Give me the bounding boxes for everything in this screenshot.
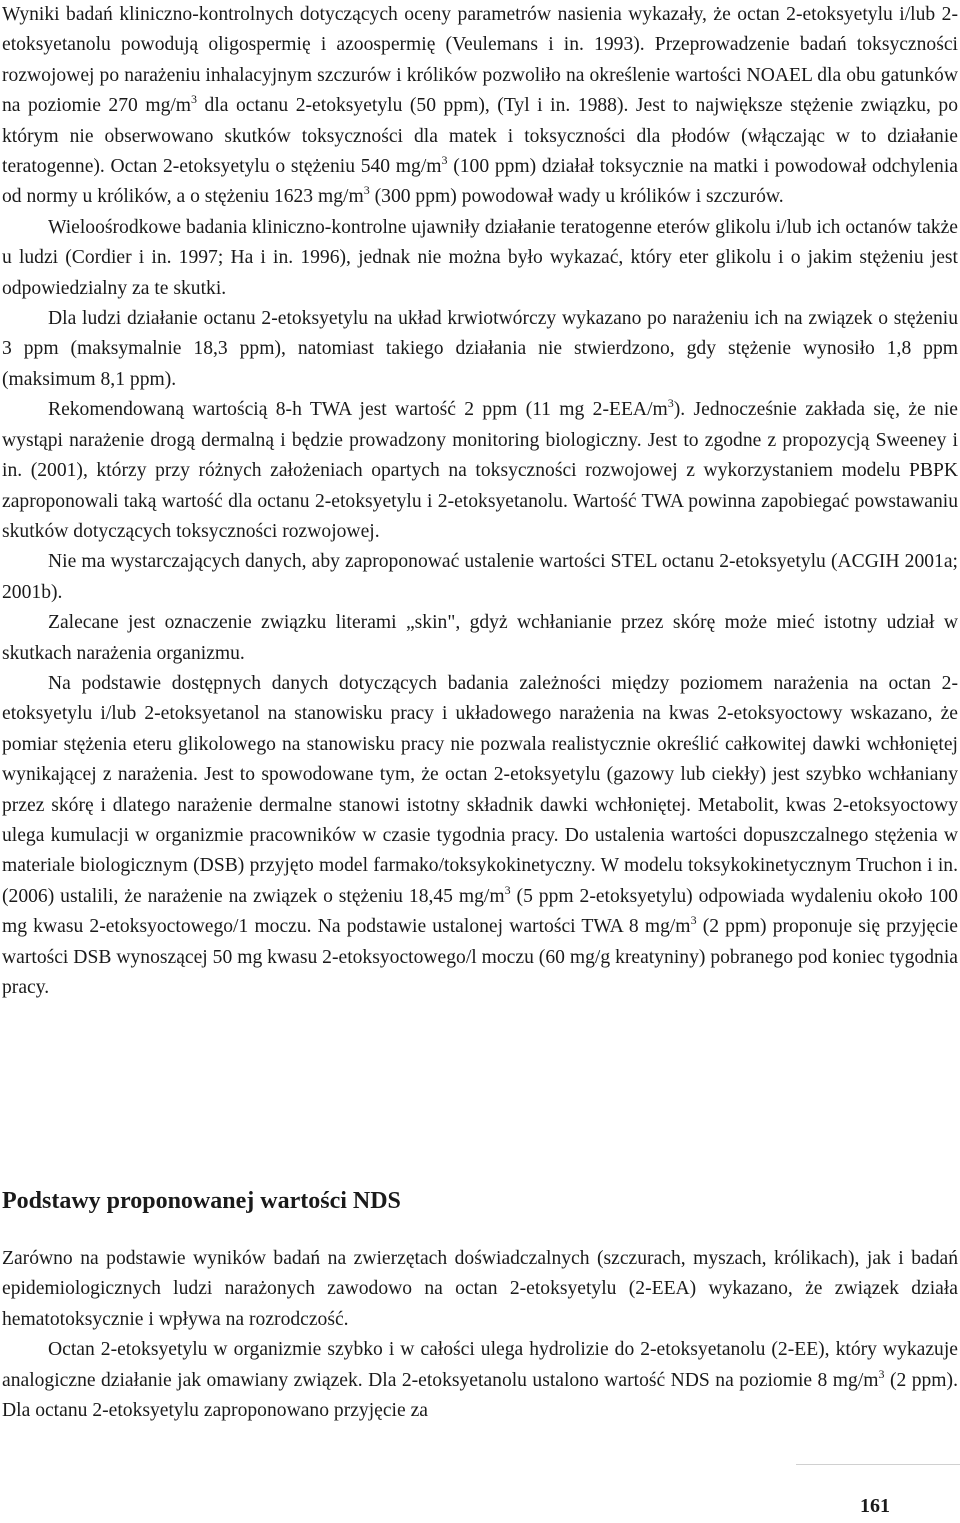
paragraph-basis-summary: Zarówno na podstawie wyników badań na zwierzętach doświadczalnych (szczurach, myszach, królikach), jak i badań epidemiologicznych ludzi narażonych zawodowo na octan 2-etoksyetylu (2-EEA) wykazano, że związek działa hematotoksycznie i wpływa na rozrodczość. xyxy=(2,1248,958,1330)
paragraph-stel: Nie ma wystarczających danych, aby zaproponować ustalenie wartości STEL octanu 2-etoksyetylu (ACGIH 2001a; 2001b). xyxy=(2,551,958,603)
page-number: 161 xyxy=(860,1495,890,1517)
paragraph-hydrolysis: Octan 2-etoksyetylu w organizmie szybko i w całości ulega hydrolizie do 2-etoksyetanolu (2-EE), który wykazuje analogiczne działanie jak omawiany związek. Dla 2-etoksyetanolu ustalono wartość NDS na poziomie 8 $mg/m^3$ (2 ppm). Dla octanu 2-etoksyetylu zaproponowano przyjęcie za xyxy=(2,1339,958,1422)
footer-divider xyxy=(796,1464,960,1465)
paragraph-twa-recommendation: Rekomendowaną wartością 8-h TWA jest wartość 2 ppm (11 mg $2-EEA/m^3$). Jednocześnie zakłada się, że nie wystąpi narażenie drogą dermalną i będzie prowadzony monitoring biologiczny. Jest to zgodne z propozycją Sweeney i in. (2001), którzy przy różnych założeniach opartych na toksyczności rozwojowej z wykorzystaniem modelu PBPK zaproponowali taką wartość dla octanu 2-etoksyetylu i 2-etoksyetanolu. Wartość TWA powinna zapobiegać powstawaniu skutków dotyczących toksyczności rozwojowej. xyxy=(2,396,958,542)
paragraph-hematopoietic-effects: Dla ludzi działanie octanu 2-etoksyetylu na układ krwiotwórczy wykazano po narażeniu ich na związek o stężeniu 3 ppm (maksymalnie 18,3 ppm), natomiast takiego działania nie stwierdzono, gdy stężenie wynosiło 1,8 ppm (maksimum 8,1 ppm). xyxy=(2,308,958,390)
paragraph-dsb: Na podstawie dostępnych danych dotyczących badania zależności między poziomem narażenia na octan 2-etoksyetylu i/lub 2-etoksyetanol na stanowisku pracy i układowego narażenia na kwas 2-etoksyoctowy wskazano, że pomiar stężenia eteru glikolowego na stanowisku pracy nie pozwala realistycznie określić całkowitej dawki wchłoniętej wynikającej z narażenia. Jest to spowodowane tym, że octan 2-etoksyetylu (gazowy lub ciekły) jest szybko wchłaniany przez skórę i dlatego narażenie dermalne stanowi istotny składnik dawki wchłoniętej. Metabolit, kwas 2-etoksyoctowy ulega kumulacji w organizmie pracowników w czasie tygodnia pracy. Do ustalenia wartości dopuszczalnego stężenia w materiale biologicznym (DSB) przyjęto model farmako/toksykokinetyczny. W modelu toksykokinetycznym Truchon i in. (2006) ustalili, że narażenie na związek o stężeniu 18,45 $mg/m^3$ (5 ppm 2-etoksyetylu) odpowiada wydaleniu około 100 mg kwasu 2-etoksyoctowego/1 moczu. Na podstawie ustalonej wartości TWA 8 $mg/m^3$ (2 ppm) proponuje się przyjęcie wartości DSB wynoszącej 50 mg kwasu 2-etoksyoctowego/l moczu (60 mg/g kreatyniny) pobranego pod koniec tygodnia pracy. xyxy=(2,672,958,998)
paragraph-seminal-studies: Wyniki badań kliniczno-kontrolnych dotyczących oceny parametrów nasienia wykazały, że octan 2-etoksyetylu i/lub 2-etoksyetanolu powodują oligospermię i azoospermię (Veulemans i in. 1993). Przeprowadzenie badań toksyczności rozwojowej po narażeniu inhalacyjnym szczurów i królików pozwoliło na określenie wartości NOAEL dla obu gatunków na poziomie 270 $mg/m^3$ dla octanu 2-etoksyetylu (50 ppm), (Tyl i in. 1988). Jest to największe stężenie związku, po którym nie obserwowano skutków toksyczności dla matek i toksyczności dla płodów (włączając w to działanie teratogenne). Octan 2-etoksyetylu o stężeniu 540 $mg/m^3$ (100 ppm) działał toksycznie na matki i powodował odchylenia od normy u królików, a o stężeniu 1623 $mg/m^3$ (300 ppm) powodował wady u królików i szczurów. xyxy=(2,4,958,208)
section-body xyxy=(2,1244,958,1426)
section-heading: Podstawy proponowanej wartości NDS xyxy=(2,1188,401,1214)
document-body xyxy=(2,0,958,1003)
paragraph-multicenter-studies: Wieloośrodkowe badania kliniczno-kontrolne ujawniły działanie teratogenne eterów glikolu i/lub ich octanów także u ludzi (Cordier i in. 1997; Ha i in. 1996), jednak nie można było wykazać, który eter glikolu i o jakim stężeniu jest odpowiedzialny za te skutki. xyxy=(2,216,958,299)
paragraph-skin-notation: Zalecane jest oznaczenie związku literami „skin", gdyż wchłanianie przez skórę może mieć istotny udział w skutkach narażenia organizmu. xyxy=(2,612,958,664)
